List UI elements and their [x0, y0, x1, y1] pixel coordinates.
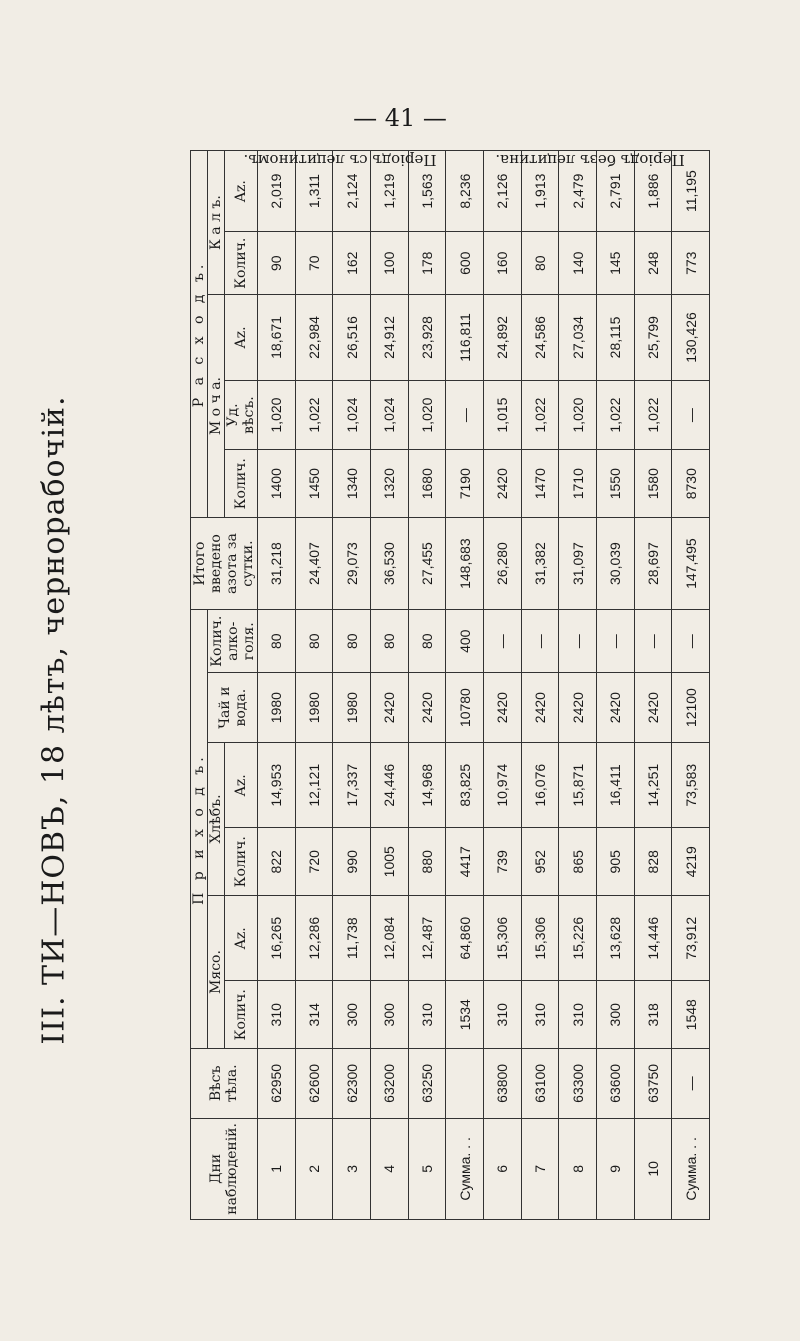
period-labels [190, 150, 710, 218]
cell-feces-q: 145 [596, 232, 634, 295]
cell-urine-q: 1400 [258, 450, 296, 518]
cell-feces-n: 2,791 [596, 151, 634, 232]
cell-day: 1 [258, 1118, 296, 1219]
cell-alc: 80 [295, 610, 333, 673]
cell-feces-n: 1,886 [634, 151, 672, 232]
header-meat-n: Az. [225, 896, 258, 982]
cell-total: 28,697 [634, 517, 672, 609]
cell-weight: 63300 [559, 1049, 597, 1119]
cell-urine-q: 1710 [559, 450, 597, 518]
cell-tea: 1980 [333, 673, 371, 743]
cell-meat-q: 318 [634, 981, 672, 1049]
cell-alc: 80 [258, 610, 296, 673]
cell-alc: 80 [333, 610, 371, 673]
cell-total: 147,495 [672, 517, 710, 609]
cell-meat-n: 11,738 [333, 896, 371, 982]
cell-bread-n: 10,974 [483, 743, 521, 829]
cell-day: 7 [521, 1118, 559, 1219]
cell-meat-q: 1548 [672, 981, 710, 1049]
cell-urine-n: 116,811 [446, 295, 484, 381]
cell-bread-n: 12,121 [295, 743, 333, 829]
cell-alc: — [483, 610, 521, 673]
cell-tea: 1980 [295, 673, 333, 743]
cell-urine-n: 130,426 [672, 295, 710, 381]
cell-total: 30,039 [596, 517, 634, 609]
cell-feces-n: 2,479 [559, 151, 597, 232]
cell-feces-q: 90 [258, 232, 296, 295]
cell-meat-n: 16,265 [258, 896, 296, 982]
cell-feces-q: 773 [672, 232, 710, 295]
cell-urine-q: 2420 [483, 450, 521, 518]
header-intake: П р и х о д ъ. [191, 610, 208, 1049]
cell-urine-q: 1470 [521, 450, 559, 518]
cell-day: 10 [634, 1118, 672, 1219]
header-output: Р а с х о д ъ. [191, 151, 208, 518]
cell-urine-n: 24,892 [483, 295, 521, 381]
nitrogen-balance-table [190, 150, 710, 1220]
cell-feces-q: 70 [295, 232, 333, 295]
cell-meat-n: 12,084 [370, 896, 408, 982]
table-row [446, 151, 484, 1220]
cell-urine-n: 23,928 [408, 295, 446, 381]
cell-bread-q: 4219 [672, 828, 710, 896]
header-feces: К а л ъ. [208, 151, 225, 295]
cell-tea: 2420 [483, 673, 521, 743]
cell-alc: — [634, 610, 672, 673]
cell-urine-sg: 1,020 [408, 380, 446, 450]
cell-weight: 63600 [596, 1049, 634, 1119]
cell-day: 8 [559, 1118, 597, 1219]
table-row [483, 151, 521, 1220]
cell-alc: — [672, 610, 710, 673]
cell-total: 31,218 [258, 517, 296, 609]
cell-bread-q: 720 [295, 828, 333, 896]
cell-meat-q: 310 [521, 981, 559, 1049]
cell-urine-sg: 1,022 [521, 380, 559, 450]
data-table-rotated [190, 150, 710, 1220]
cell-day: 5 [408, 1118, 446, 1219]
cell-day: 4 [370, 1118, 408, 1219]
cell-urine-q: 1680 [408, 450, 446, 518]
cell-meat-q: 310 [483, 981, 521, 1049]
cell-day: 6 [483, 1118, 521, 1219]
table-row [559, 151, 597, 1220]
cell-tea: 10780 [446, 673, 484, 743]
cell-total: 26,280 [483, 517, 521, 609]
cell-urine-sg: 1,020 [559, 380, 597, 450]
cell-feces-n: 2,126 [483, 151, 521, 232]
cell-urine-sg: 1,024 [333, 380, 371, 450]
cell-weight [446, 1049, 484, 1119]
cell-meat-n: 13,628 [596, 896, 634, 982]
cell-total: 24,407 [295, 517, 333, 609]
cell-urine-n: 25,799 [634, 295, 672, 381]
cell-urine-n: 24,586 [521, 295, 559, 381]
cell-tea: 2420 [596, 673, 634, 743]
cell-feces-q: 178 [408, 232, 446, 295]
header-bread: Хлѣбъ. [208, 743, 225, 896]
cell-alc: — [559, 610, 597, 673]
cell-feces-n: 1,311 [295, 151, 333, 232]
table-row [370, 151, 408, 1220]
cell-meat-q: 314 [295, 981, 333, 1049]
cell-bread-n: 16,411 [596, 743, 634, 829]
cell-bread-n: 16,076 [521, 743, 559, 829]
header-total-nitrogen: Итого введено азота за сутки. [191, 517, 258, 609]
cell-urine-n: 24,912 [370, 295, 408, 381]
cell-urine-sg: 1,015 [483, 380, 521, 450]
cell-feces-q: 162 [333, 232, 371, 295]
cell-urine-sg: 1,022 [634, 380, 672, 450]
cell-feces-n: 1,219 [370, 151, 408, 232]
header-tea: Чай и вода. [208, 673, 258, 743]
cell-day: Сумма. . . [672, 1118, 710, 1219]
cell-urine-sg: — [446, 380, 484, 450]
cell-meat-q: 310 [258, 981, 296, 1049]
cell-meat-n: 15,226 [559, 896, 597, 982]
cell-bread-q: 990 [333, 828, 371, 896]
table-row [634, 151, 672, 1220]
cell-bread-q: 4417 [446, 828, 484, 896]
cell-urine-sg: 1,024 [370, 380, 408, 450]
cell-tea: 2420 [408, 673, 446, 743]
cell-meat-n: 12,487 [408, 896, 446, 982]
header-weight: Вѣсъ тѣла. [191, 1049, 258, 1119]
cell-bread-q: 880 [408, 828, 446, 896]
table-row [258, 151, 296, 1220]
cell-feces-n: 11,195 [672, 151, 710, 232]
cell-meat-n: 64,860 [446, 896, 484, 982]
cell-meat-n: 14,446 [634, 896, 672, 982]
cell-meat-q: 310 [559, 981, 597, 1049]
cell-feces-n: 8,236 [446, 151, 484, 232]
cell-weight: — [672, 1049, 710, 1119]
table-row [596, 151, 634, 1220]
cell-alc: — [596, 610, 634, 673]
cell-urine-q: 1580 [634, 450, 672, 518]
cell-bread-n: 73,583 [672, 743, 710, 829]
table-row [408, 151, 446, 1220]
cell-urine-sg: — [672, 380, 710, 450]
header-feces-qty: Колич. [225, 232, 258, 295]
cell-urine-q: 1450 [295, 450, 333, 518]
cell-bread-q: 822 [258, 828, 296, 896]
cell-feces-q: 248 [634, 232, 672, 295]
cell-day: 3 [333, 1118, 371, 1219]
cell-day: 9 [596, 1118, 634, 1219]
cell-weight: 63100 [521, 1049, 559, 1119]
cell-tea: 12100 [672, 673, 710, 743]
cell-bread-q: 905 [596, 828, 634, 896]
header-urine-qty: Колич. [225, 450, 258, 518]
cell-weight: 63750 [634, 1049, 672, 1119]
cell-meat-n: 15,306 [483, 896, 521, 982]
cell-alc: — [521, 610, 559, 673]
cell-bread-q: 739 [483, 828, 521, 896]
cell-urine-q: 1550 [596, 450, 634, 518]
cell-urine-n: 27,034 [559, 295, 597, 381]
cell-urine-n: 18,671 [258, 295, 296, 381]
header-feces-n: Az. [225, 151, 258, 232]
cell-urine-sg: 1,022 [596, 380, 634, 450]
header-bread-qty: Колич. [225, 828, 258, 896]
cell-bread-q: 952 [521, 828, 559, 896]
cell-meat-q: 300 [596, 981, 634, 1049]
cell-weight: 63250 [408, 1049, 446, 1119]
cell-feces-q: 140 [559, 232, 597, 295]
header-bread-n: Az. [225, 743, 258, 829]
cell-total: 31,097 [559, 517, 597, 609]
cell-alc: 80 [408, 610, 446, 673]
cell-tea: 2420 [521, 673, 559, 743]
cell-meat-n: 73,912 [672, 896, 710, 982]
cell-total: 148,683 [446, 517, 484, 609]
cell-bread-q: 828 [634, 828, 672, 896]
cell-weight: 63200 [370, 1049, 408, 1119]
cell-meat-q: 300 [333, 981, 371, 1049]
header-meat-qty: Колич. [225, 981, 258, 1049]
cell-weight: 63800 [483, 1049, 521, 1119]
cell-bread-n: 14,968 [408, 743, 446, 829]
cell-tea: 1980 [258, 673, 296, 743]
cell-urine-n: 22,984 [295, 295, 333, 381]
cell-tea: 2420 [634, 673, 672, 743]
header-days: Дни наблюденій. [191, 1118, 258, 1219]
cell-tea: 2420 [370, 673, 408, 743]
cell-urine-n: 26,516 [333, 295, 371, 381]
cell-urine-sg: 1,020 [258, 380, 296, 450]
cell-weight: 62600 [295, 1049, 333, 1119]
cell-meat-n: 12,286 [295, 896, 333, 982]
cell-urine-q: 1340 [333, 450, 371, 518]
cell-weight: 62300 [333, 1049, 371, 1119]
cell-feces-n: 2,019 [258, 151, 296, 232]
cell-feces-q: 80 [521, 232, 559, 295]
cell-alc: 80 [370, 610, 408, 673]
cell-feces-q: 160 [483, 232, 521, 295]
cell-total: 27,455 [408, 517, 446, 609]
cell-weight: 62950 [258, 1049, 296, 1119]
cell-bread-n: 24,446 [370, 743, 408, 829]
cell-day: 2 [295, 1118, 333, 1219]
cell-urine-q: 7190 [446, 450, 484, 518]
table-row [295, 151, 333, 1220]
cell-feces-n: 2,124 [333, 151, 371, 232]
header-urine: М о ч а. [208, 295, 225, 518]
header-urine-sg: Уд. вѣсъ. [225, 380, 258, 450]
cell-bread-n: 83,825 [446, 743, 484, 829]
cell-meat-n: 15,306 [521, 896, 559, 982]
cell-bread-n: 17,337 [333, 743, 371, 829]
header-urine-n: Az. [225, 295, 258, 381]
cell-alc: 400 [446, 610, 484, 673]
cell-bread-n: 15,871 [559, 743, 597, 829]
cell-urine-sg: 1,022 [295, 380, 333, 450]
cell-bread-n: 14,251 [634, 743, 672, 829]
period-without-lecithin: Періодъ безъ лецитина. [495, 151, 685, 169]
cell-feces-n: 1,913 [521, 151, 559, 232]
table-row [521, 151, 559, 1220]
cell-bread-q: 865 [559, 828, 597, 896]
header-alcohol: Колич. алко-голя. [208, 610, 258, 673]
cell-tea: 2420 [559, 673, 597, 743]
page-number: — 41 — [353, 104, 447, 132]
cell-bread-q: 1005 [370, 828, 408, 896]
table-row [672, 151, 710, 1220]
cell-bread-n: 14,953 [258, 743, 296, 829]
cell-day: Сумма. . . [446, 1118, 484, 1219]
cell-total: 36,530 [370, 517, 408, 609]
cell-urine-q: 8730 [672, 450, 710, 518]
cell-feces-q: 600 [446, 232, 484, 295]
table-row [333, 151, 371, 1220]
period-with-lecithin: Періодъ съ лецитиномъ. [243, 151, 437, 169]
header-meat: Мясо. [208, 896, 225, 1049]
cell-feces-q: 100 [370, 232, 408, 295]
cell-feces-n: 1,563 [408, 151, 446, 232]
cell-total: 31,382 [521, 517, 559, 609]
cell-meat-q: 310 [408, 981, 446, 1049]
cell-urine-q: 1320 [370, 450, 408, 518]
cell-meat-q: 300 [370, 981, 408, 1049]
cell-meat-q: 1534 [446, 981, 484, 1049]
cell-total: 29,073 [333, 517, 371, 609]
cell-urine-n: 28,115 [596, 295, 634, 381]
table-title: III. ТИ—НОВЪ, 18 лѣтъ, чернорабочій. [36, 395, 72, 1045]
